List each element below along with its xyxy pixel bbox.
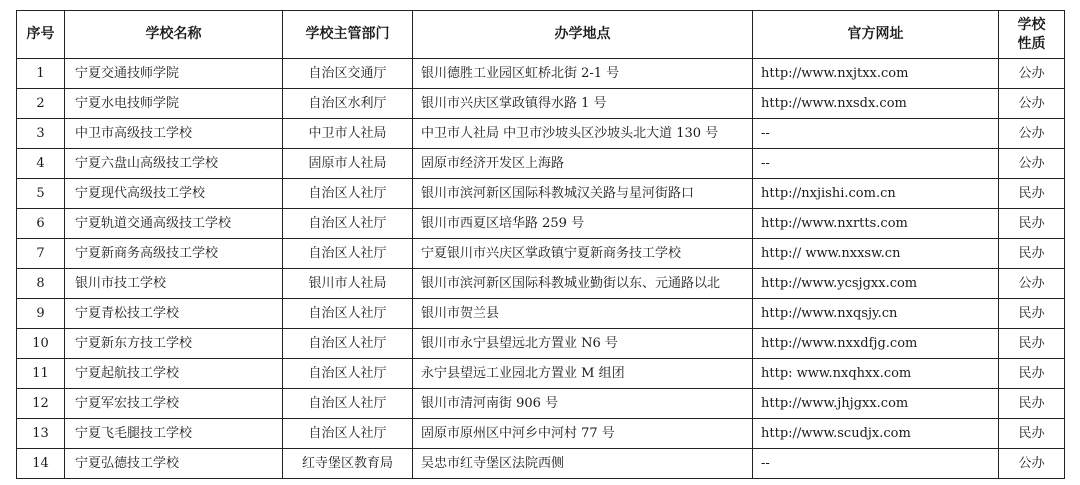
- cell-school-type: 民办: [999, 209, 1065, 239]
- cell-no: 14: [17, 449, 65, 479]
- cell-school-type: 公办: [999, 89, 1065, 119]
- cell-dept: 自治区人社厅: [283, 419, 413, 449]
- cell-no: 11: [17, 359, 65, 389]
- cell-url: --: [753, 119, 999, 149]
- cell-dept: 中卫市人社局: [283, 119, 413, 149]
- cell-no: 12: [17, 389, 65, 419]
- cell-school-name: 宁夏弘德技工学校: [65, 449, 283, 479]
- header-dept: 学校主管部门: [283, 11, 413, 59]
- cell-no: 1: [17, 59, 65, 89]
- cell-address: 宁夏银川市兴庆区掌政镇宁夏新商务技工学校: [413, 239, 753, 269]
- cell-school-name: 宁夏水电技师学院: [65, 89, 283, 119]
- table-row: [17, 419, 1065, 449]
- cell-school-type: 公办: [999, 269, 1065, 299]
- school-table: [16, 10, 1065, 479]
- cell-no: 5: [17, 179, 65, 209]
- cell-address: 银川市永宁县望远北方置业 N6 号: [413, 329, 753, 359]
- cell-dept: 自治区交通厅: [283, 59, 413, 89]
- cell-address: 银川市滨河新区国际科教城汉关路与星河街路口: [413, 179, 753, 209]
- table-row: [17, 239, 1065, 269]
- cell-school-name: 宁夏轨道交通高级技工学校: [65, 209, 283, 239]
- cell-school-type: 民办: [999, 179, 1065, 209]
- cell-address: 银川市清河南街 906 号: [413, 389, 753, 419]
- table-row: [17, 119, 1065, 149]
- cell-school-type: 公办: [999, 149, 1065, 179]
- table-row: [17, 179, 1065, 209]
- cell-dept: 自治区人社厅: [283, 389, 413, 419]
- cell-dept: 自治区人社厅: [283, 239, 413, 269]
- cell-school-type: 民办: [999, 299, 1065, 329]
- cell-dept: 固原市人社局: [283, 149, 413, 179]
- table-row: [17, 329, 1065, 359]
- header-address: 办学地点: [413, 11, 753, 59]
- cell-url: --: [753, 149, 999, 179]
- cell-school-type: 民办: [999, 389, 1065, 419]
- table-row: [17, 59, 1065, 89]
- cell-school-name: 宁夏现代高级技工学校: [65, 179, 283, 209]
- cell-url: http://nxjishi.com.cn: [753, 179, 999, 209]
- cell-school-name: 宁夏青松技工学校: [65, 299, 283, 329]
- table-row: [17, 269, 1065, 299]
- cell-address: 永宁县望远工业园北方置业 M 组团: [413, 359, 753, 389]
- cell-school-type: 民办: [999, 359, 1065, 389]
- table-row: [17, 149, 1065, 179]
- cell-school-name: 中卫市高级技工学校: [65, 119, 283, 149]
- cell-school-type: 民办: [999, 419, 1065, 449]
- cell-url: http://www.nxsdx.com: [753, 89, 999, 119]
- cell-url: http://www.nxrtts.com: [753, 209, 999, 239]
- table-header-row: [17, 11, 1065, 59]
- cell-no: 2: [17, 89, 65, 119]
- cell-school-type: 公办: [999, 119, 1065, 149]
- cell-no: 10: [17, 329, 65, 359]
- cell-address: 银川市滨河新区国际科教城业勤街以东、元通路以北: [413, 269, 753, 299]
- cell-school-type: 民办: [999, 329, 1065, 359]
- cell-address: 银川市贺兰县: [413, 299, 753, 329]
- cell-address: 银川市兴庆区掌政镇得水路 1 号: [413, 89, 753, 119]
- cell-school-name: 宁夏六盘山高级技工学校: [65, 149, 283, 179]
- cell-school-name: 宁夏飞毛腿技工学校: [65, 419, 283, 449]
- table-row: [17, 389, 1065, 419]
- cell-url: http://www.nxxdfjg.com: [753, 329, 999, 359]
- header-school-type-line1: 学校: [1017, 16, 1046, 33]
- cell-url: http://www.scudjx.com: [753, 419, 999, 449]
- header-school-name: 学校名称: [65, 11, 283, 59]
- cell-url: http://www.jhjgxx.com: [753, 389, 999, 419]
- cell-no: 3: [17, 119, 65, 149]
- header-school-type-line2: 性质: [1017, 35, 1046, 52]
- table-row: [17, 449, 1065, 479]
- cell-school-name: 银川市技工学校: [65, 269, 283, 299]
- header-url: 官方网址: [753, 11, 999, 59]
- cell-dept: 自治区人社厅: [283, 359, 413, 389]
- cell-address: 中卫市人社局 中卫市沙坡头区沙坡头北大道 130 号: [413, 119, 753, 149]
- cell-no: 8: [17, 269, 65, 299]
- cell-dept: 自治区人社厅: [283, 209, 413, 239]
- cell-school-name: 宁夏新商务高级技工学校: [65, 239, 283, 269]
- cell-school-type: 公办: [999, 449, 1065, 479]
- header-school-type: [999, 11, 1065, 59]
- cell-address: 固原市原州区中河乡中河村 77 号: [413, 419, 753, 449]
- cell-url: --: [753, 449, 999, 479]
- cell-address: 银川德胜工业园区虹桥北街 2-1 号: [413, 59, 753, 89]
- table-row: [17, 89, 1065, 119]
- table-row: [17, 209, 1065, 239]
- cell-school-name: 宁夏新东方技工学校: [65, 329, 283, 359]
- cell-url: http://www.nxqsjy.cn: [753, 299, 999, 329]
- cell-dept: 银川市人社局: [283, 269, 413, 299]
- cell-url: http:// www.nxxsw.cn: [753, 239, 999, 269]
- table-row: [17, 359, 1065, 389]
- cell-school-name: 宁夏军宏技工学校: [65, 389, 283, 419]
- cell-url: http://www.nxjtxx.com: [753, 59, 999, 89]
- cell-dept: 自治区水利厅: [283, 89, 413, 119]
- cell-url: http: www.nxqhxx.com: [753, 359, 999, 389]
- cell-no: 9: [17, 299, 65, 329]
- cell-no: 7: [17, 239, 65, 269]
- cell-school-type: 公办: [999, 59, 1065, 89]
- cell-dept: 自治区人社厅: [283, 299, 413, 329]
- cell-no: 6: [17, 209, 65, 239]
- cell-dept: 红寺堡区教育局: [283, 449, 413, 479]
- table-body: [17, 59, 1065, 479]
- cell-dept: 自治区人社厅: [283, 179, 413, 209]
- table-row: [17, 299, 1065, 329]
- cell-dept: 自治区人社厅: [283, 329, 413, 359]
- cell-address: 吴忠市红寺堡区法院西侧: [413, 449, 753, 479]
- cell-address: 银川市西夏区培华路 259 号: [413, 209, 753, 239]
- cell-school-type: 民办: [999, 239, 1065, 269]
- cell-school-name: 宁夏交通技师学院: [65, 59, 283, 89]
- cell-no: 4: [17, 149, 65, 179]
- cell-address: 固原市经济开发区上海路: [413, 149, 753, 179]
- cell-url: http://www.ycsjgxx.com: [753, 269, 999, 299]
- school-table-container: [16, 10, 1064, 479]
- cell-no: 13: [17, 419, 65, 449]
- header-no: 序号: [17, 11, 65, 59]
- cell-school-name: 宁夏起航技工学校: [65, 359, 283, 389]
